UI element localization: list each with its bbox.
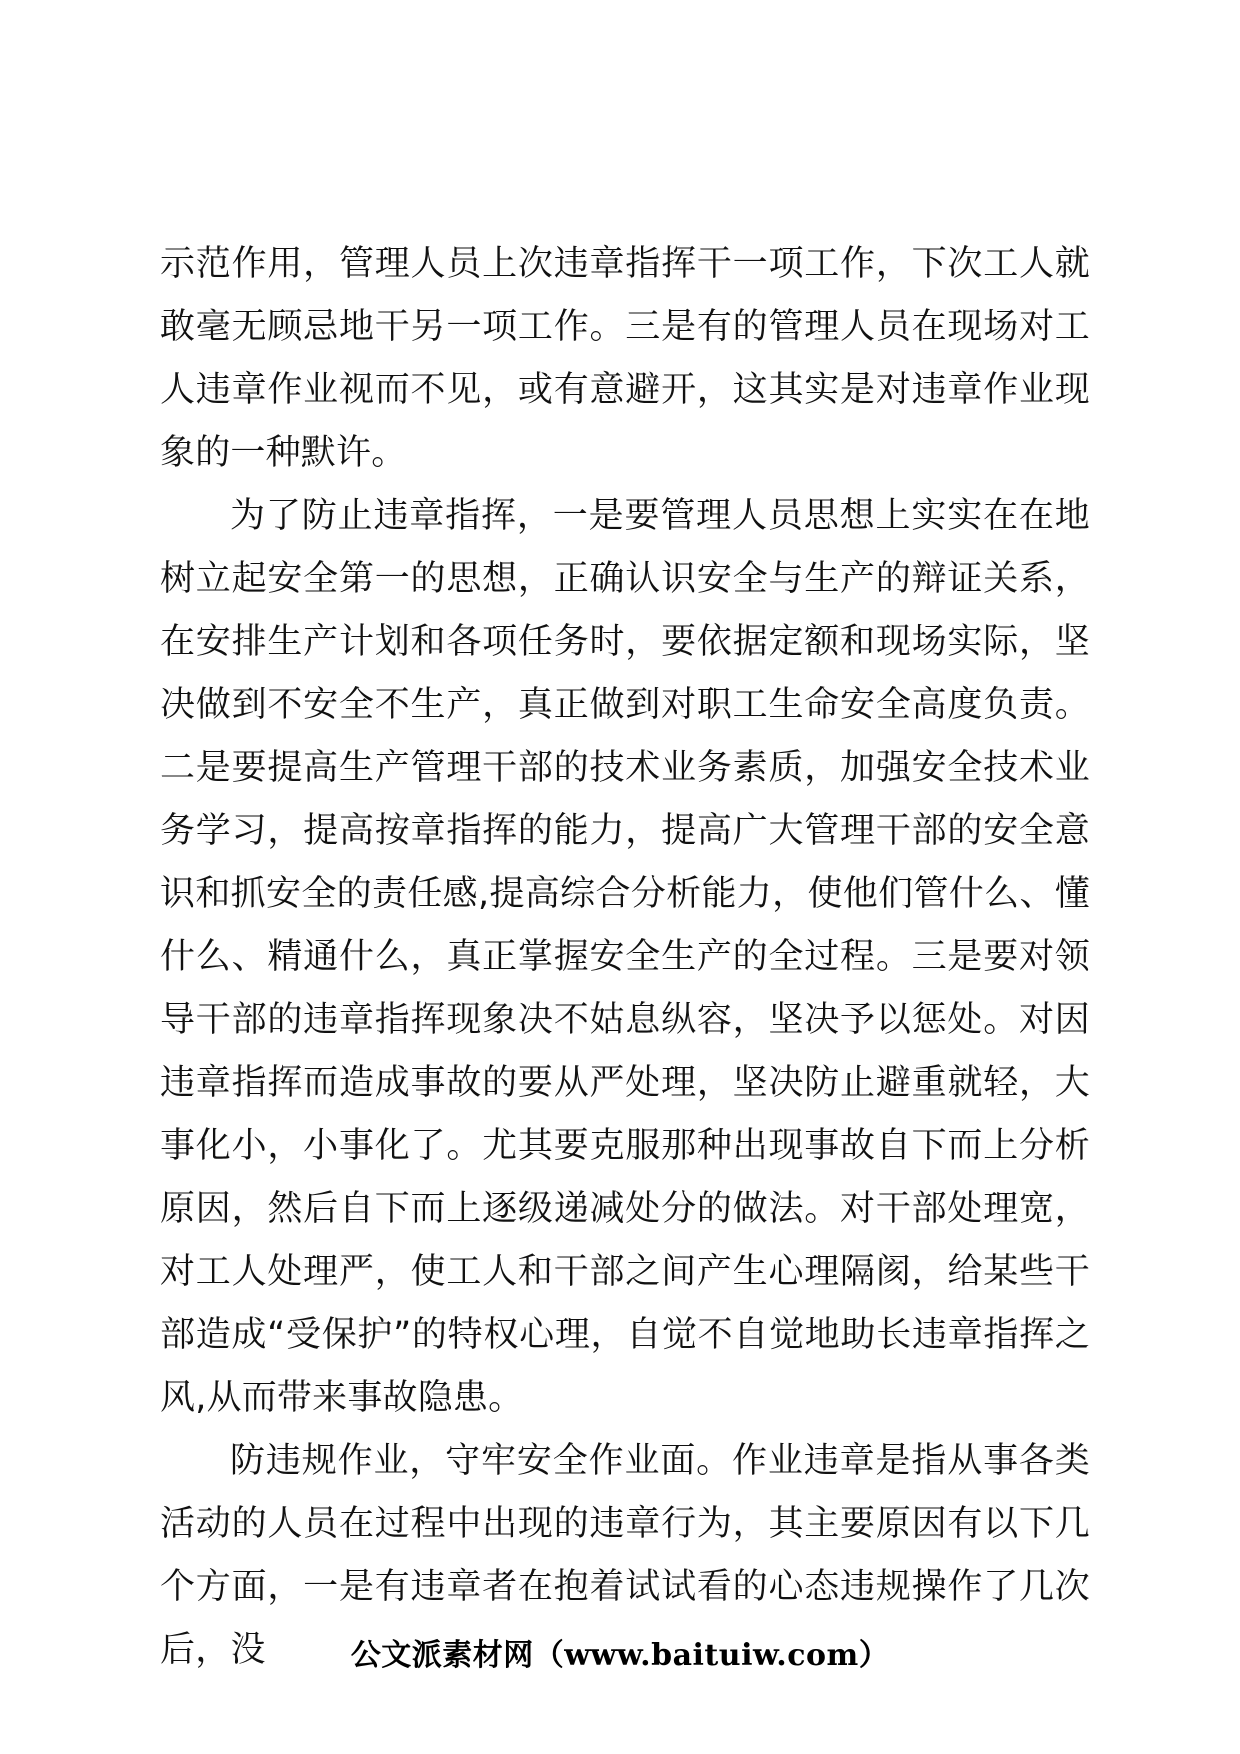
paragraph-1: 示范作用，管理人员上次违章指挥干一项工作，下次工人就敢毫无顾忌地干另一项工作。三是有的管理人员在现场对工人违章作业视而不见，或有意避开，这其实是对违章作业现象的一种默许。 xyxy=(160,244,1090,473)
document-body xyxy=(160,233,1090,1682)
paragraph-2: 为了防止违章指挥，一是要管理人员思想上实实在在地树立起安全第一的思想，正确认识安全与生产的辩证关系，在安排生产计划和各项任务时，要依据定额和现场实际，坚决做到不安全不生产，真正做到对职工生命安全高度负责。二是要提高生产管理干部的技术业务素质，加强安全技术业务学习，提高按章指挥的能力，提高广大管理干部的安全意识和抓安全的责任感,提高综合分析能力，使他们管什么、懂什么、精通什么，真正掌握安全生产的全过程。三是要对领导干部的违章指挥现象决不姑息纵容，坚决予以惩处。对因违章指挥而造成事故的要从严处理，坚决防止避重就轻，大事化小，小事化了。尤其要克服那种出现事故自下而上分析原因，然后自下而上逐级递减处分的做法。对干部处理宽，对工人处理严，使工人和干部之间产生心理隔阂，给某些干部造成“受保护”的特权心理，自觉不自觉地助长违章指挥之风,从而带来事故隐患。 xyxy=(160,496,1090,1418)
footer-watermark: 公文派素材网（www.baituiw.com） xyxy=(350,1638,890,1673)
paragraph-3: 防违规作业，守牢安全作业面。作业违章是指从事各类活动的人员在过程中出现的违章行为，其主要原因有以下几个方面，一是有违章者在抱着试试看的心态违规操作了几次后，没 xyxy=(160,1441,1090,1670)
